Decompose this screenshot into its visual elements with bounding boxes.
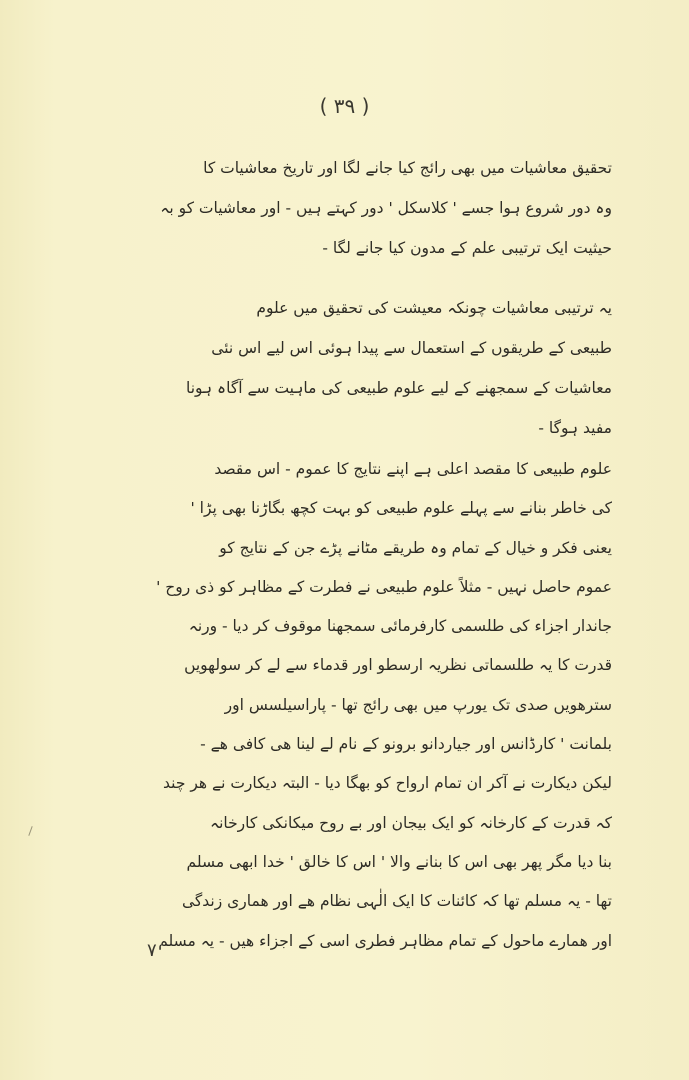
signature-mark: ٧ <box>147 940 157 961</box>
text-line: تھا - یہ مسلم تھا کہ کائنات کا ایک الٰہی نظام ھے اور ھماری زندگی <box>182 892 612 911</box>
text-line: سترھویں صدی تک یورپ میں بھی رائج تھا - پاراسیلسس اور <box>224 695 612 714</box>
paragraph-2 <box>92 288 612 448</box>
paragraph-3 <box>92 450 612 961</box>
text-line: معاشیات کے سمجھنے کے لیے علوم طبیعی کی ماہیت سے آگاہ ہونا <box>185 379 612 397</box>
text-line: بلمانت ' کارڈانس اور جیاردانو برونو کے نام لے لینا ھی کافی ھے - <box>200 735 612 754</box>
paragraph-1 <box>92 148 612 268</box>
text-line: وہ دور شروع ہوا جسے ' کلاسکل ' دور کہتے ہیں - اور معاشیات کو بہ <box>160 199 612 217</box>
text-line: مفید ہوگا - <box>538 419 612 437</box>
text-line: اور ھمارے ماحول کے تمام مظاہر فطری اسی کے اجزاء ھیں - یہ مسلم <box>158 931 612 950</box>
margin-mark <box>28 826 32 836</box>
text-line: لیکن دیکارت نے آکر ان تمام ارواح کو بھگا دیا - البتہ دیکارت نے ھر چند <box>163 774 612 793</box>
text-line: قدرت کا یہ طلسماتی نظریہ ارسطو اور قدماء سے لے کر سولھویں <box>184 656 612 675</box>
text-line: عموم حاصل نہیں - مثلاً علوم طبیعی نے فطرت کے مظاہر کو ذی روح ' <box>156 577 612 596</box>
text-line: حیثیت ایک ترتیبی علم کے مدون کیا جانے لگا - <box>322 239 612 257</box>
text-line: یعنی فکر و خیال کے تمام وہ طریقے مٹانے پڑے جن کے نتایج کو <box>219 538 612 557</box>
text-line: علوم طبیعی کا مقصد اعلی ہے اپنے نتایج کا عموم - اس مقصد <box>214 460 612 478</box>
text-line: کہ قدرت کے کارخانہ کو ایک بیجان اور بے روح میکانکی کارخانہ <box>209 813 612 832</box>
text-line: جاندار اجزاء کی طلسمی کارفرمائی سمجھنا موقوف کر دیا - ورنہ <box>188 617 612 636</box>
text-line: طبیعی کے طریقوں کے استعمال سے پیدا ہوئی اس لیے اس نئی <box>211 339 612 357</box>
text-line: تحقیق معاشیات میں بھی رائج کیا جانے لگا اور تاریخ معاشیات کا <box>203 159 612 177</box>
text-line: یہ ترتیبی معاشیات چونکہ معیشت کی تحقیق میں علوم <box>256 299 612 317</box>
text-line: بنا دیا مگر پھر بھی اس کا بنانے والا ' اس کا خالق ' خدا ابھی مسلم <box>186 852 612 871</box>
text-line: کی خاطر بنانے سے پہلے علوم طبیعی کو بہت کچھ بگاڑنا بھی پڑا ' <box>190 499 612 518</box>
page-number: ( ٣٩ ) <box>319 94 370 118</box>
